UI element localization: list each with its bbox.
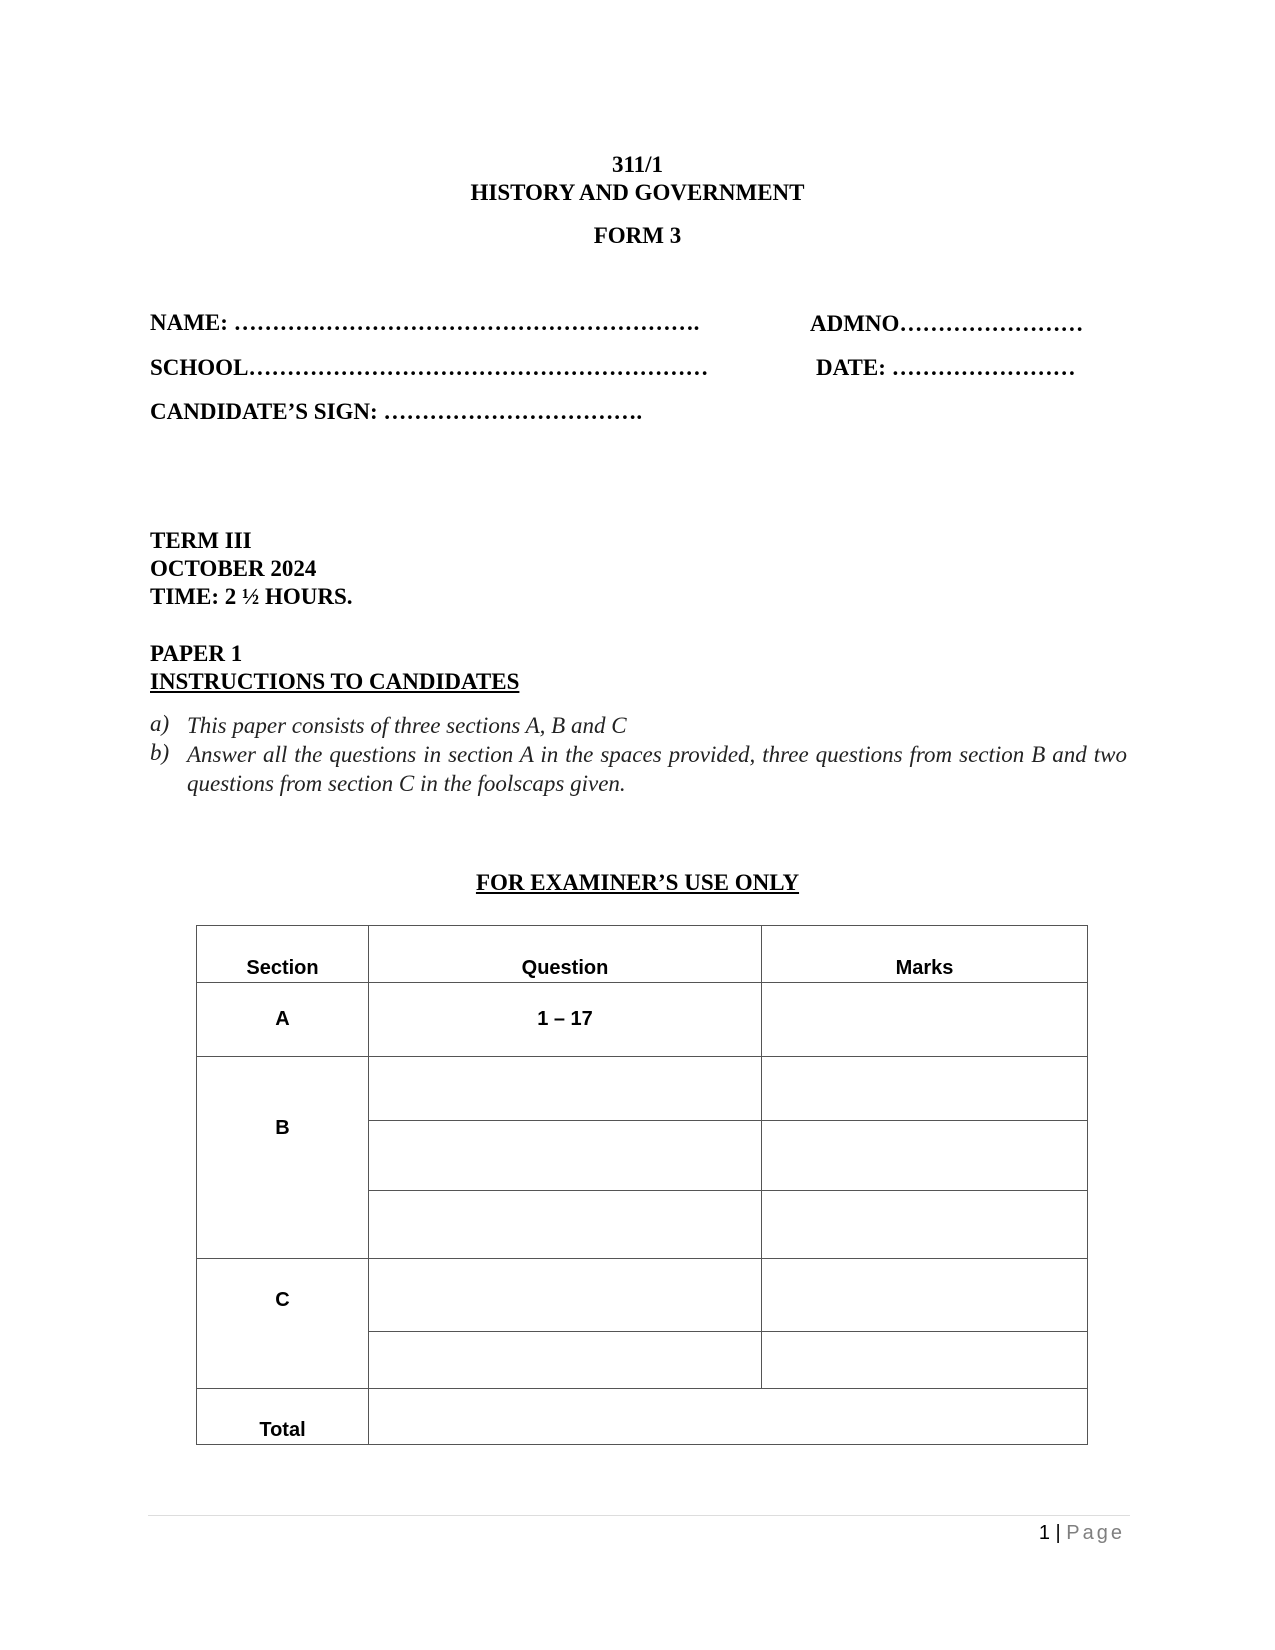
instructions-list bbox=[150, 711, 1130, 801]
page-word: Page bbox=[1066, 1522, 1125, 1544]
exam-month: OCTOBER 2024 bbox=[150, 556, 317, 581]
column-header-marks: Marks bbox=[762, 926, 1088, 983]
admno-field[interactable]: ADMNO…………………… bbox=[810, 311, 1084, 336]
instruction-text: Answer all the questions in section A in the spaces provided, three questions from section B and two questions from section C in the foolscaps given. bbox=[187, 742, 1127, 796]
paper-number: PAPER 1 bbox=[150, 641, 243, 666]
column-header-section: Section bbox=[197, 926, 369, 983]
date-field[interactable]: DATE: …………………… bbox=[816, 355, 1076, 380]
section-a-label: A bbox=[197, 983, 369, 1057]
question-cell[interactable] bbox=[369, 1191, 762, 1259]
page-number bbox=[1039, 1522, 1125, 1545]
marks-cell[interactable] bbox=[762, 1332, 1088, 1389]
page-number-value: 1 bbox=[1038, 1522, 1050, 1544]
marks-cell[interactable] bbox=[762, 983, 1088, 1057]
candidate-sign-field[interactable]: CANDIDATE’S SIGN: ……………………………. bbox=[150, 399, 643, 424]
instructions-heading: INSTRUCTIONS TO CANDIDATES bbox=[150, 669, 520, 694]
question-cell[interactable] bbox=[369, 1121, 762, 1191]
instruction-item bbox=[150, 711, 1130, 740]
section-b-label: B bbox=[197, 1057, 369, 1259]
column-header-question: Question bbox=[369, 926, 762, 983]
page-separator: | bbox=[1055, 1522, 1061, 1544]
section-c-label: C bbox=[197, 1259, 369, 1389]
exam-time: TIME: 2 ½ HOURS. bbox=[150, 584, 353, 609]
question-cell[interactable] bbox=[369, 1259, 762, 1332]
instruction-item bbox=[150, 740, 1130, 798]
school-field[interactable]: SCHOOL…………………………………………………… bbox=[150, 355, 709, 380]
instruction-label: b) bbox=[150, 740, 170, 765]
question-cell[interactable] bbox=[369, 1332, 762, 1389]
term: TERM III bbox=[150, 528, 252, 553]
instruction-label: a) bbox=[150, 711, 170, 736]
footer-divider bbox=[148, 1515, 1130, 1516]
paper-code: 311/1 bbox=[611, 152, 664, 177]
name-field[interactable]: NAME: ……………………………………………………. bbox=[150, 310, 700, 335]
form-level: FORM 3 bbox=[593, 223, 682, 248]
marks-cell[interactable] bbox=[762, 1259, 1088, 1332]
marks-cell[interactable] bbox=[762, 1121, 1088, 1191]
subject-title: HISTORY AND GOVERNMENT bbox=[470, 180, 805, 205]
total-marks-cell[interactable] bbox=[369, 1389, 1088, 1445]
examiner-marks-table bbox=[196, 925, 1088, 1445]
marks-cell[interactable] bbox=[762, 1191, 1088, 1259]
examiner-heading: FOR EXAMINER’S USE ONLY bbox=[475, 870, 800, 895]
total-label: Total bbox=[197, 1389, 369, 1445]
section-a-question: 1 – 17 bbox=[369, 983, 762, 1057]
question-cell[interactable] bbox=[369, 1057, 762, 1121]
instruction-text: This paper consists of three sections A, B and C bbox=[187, 713, 627, 738]
marks-cell[interactable] bbox=[762, 1057, 1088, 1121]
